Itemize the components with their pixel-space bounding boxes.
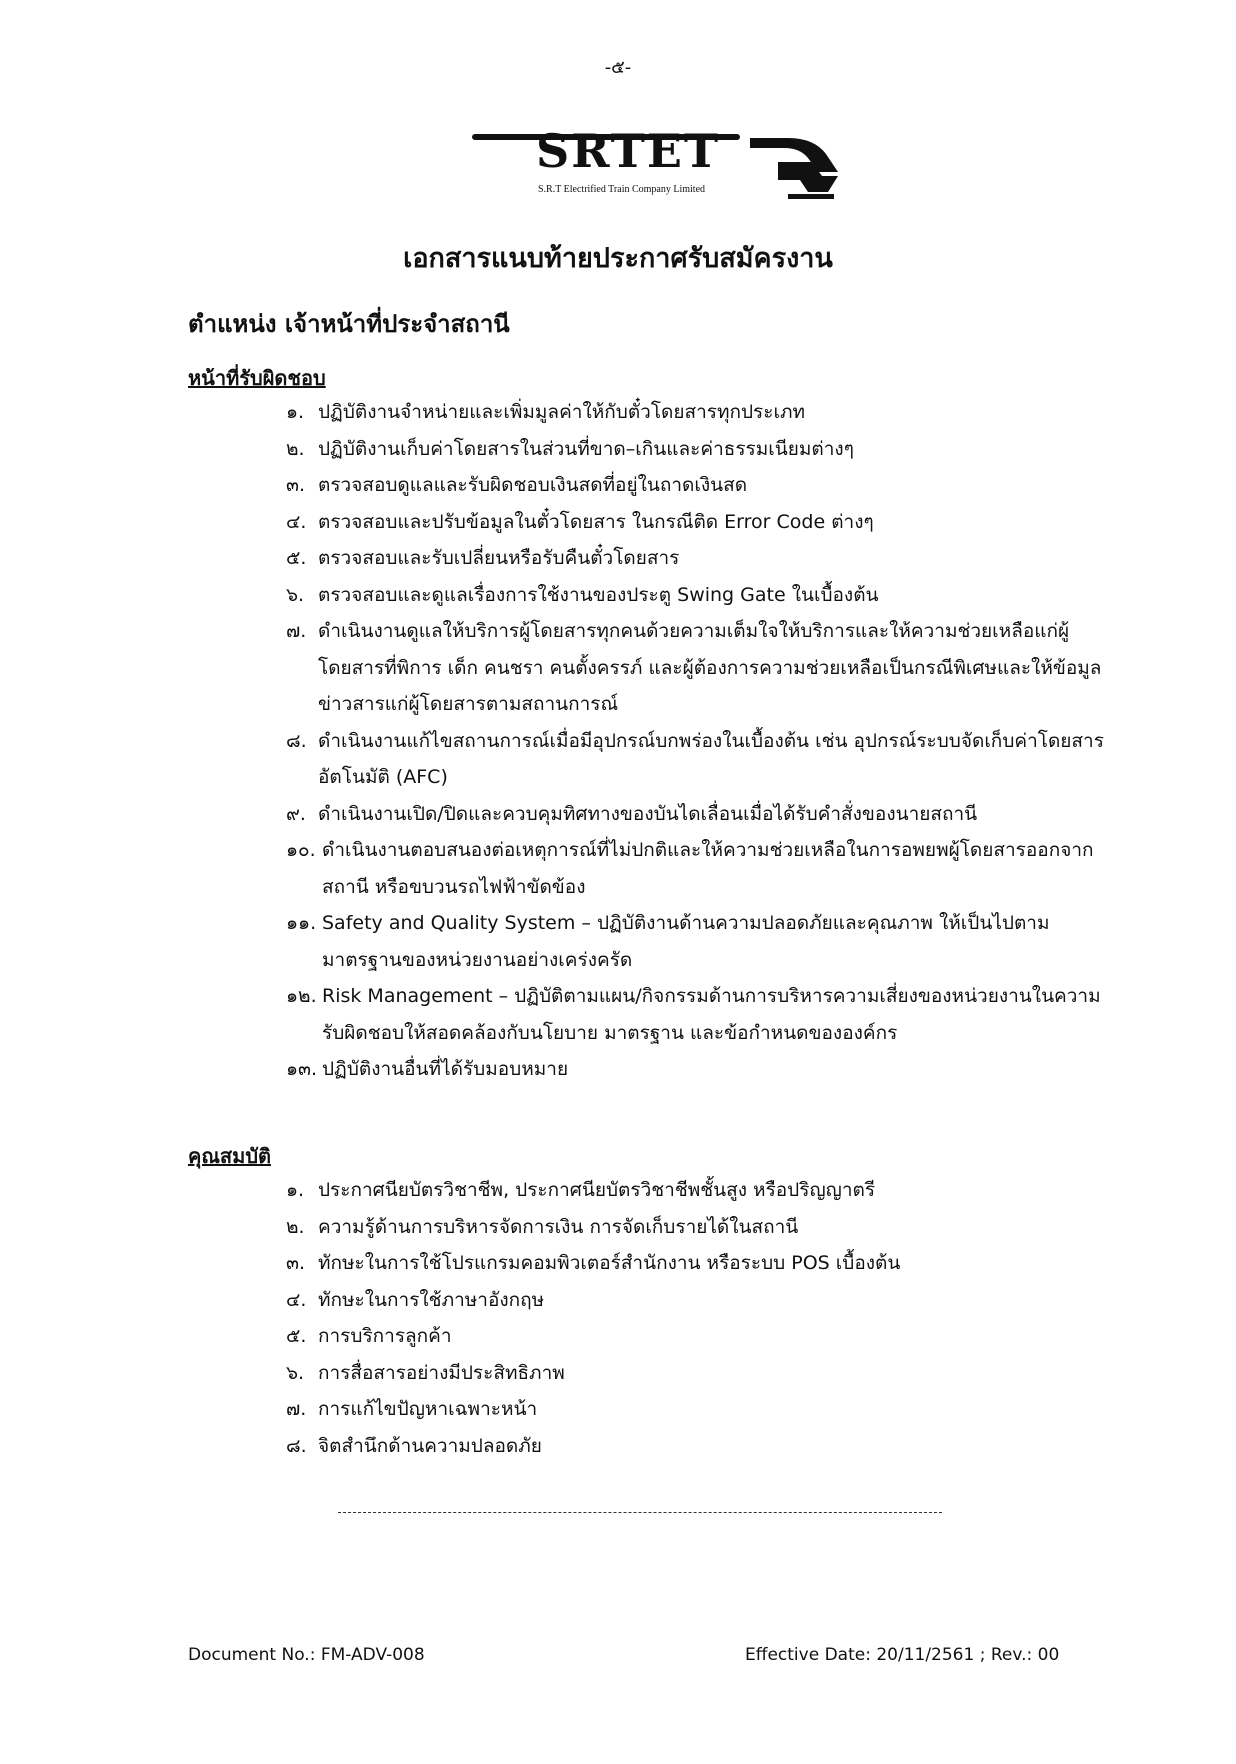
document-number: Document No.: FM-ADV-008 (188, 1645, 425, 1665)
list-item-number: ๑๐. (286, 839, 316, 861)
list-item-number: ๑. (286, 1179, 305, 1201)
list-item-number: ๔. (286, 510, 307, 533)
list-item-number: ๖. (286, 583, 305, 606)
list-item-number: ๘. (286, 729, 307, 752)
list-item (286, 796, 1106, 833)
list-item-number: ๔. (286, 1288, 307, 1311)
end-divider (338, 1512, 942, 1513)
list-item (286, 1282, 1106, 1319)
list-item-text: ปฏิบัติงานเก็บค่าโดยสารในส่วนที่ขาด–เกินและค่าธรรมเนียมต่างๆ (318, 437, 854, 460)
list-item-text: การสื่อสารอย่างมีประสิทธิภาพ (318, 1361, 565, 1384)
list-item-text: ทักษะในการใช้ภาษาอังกฤษ (318, 1288, 545, 1311)
list-item-text: ตรวจสอบดูแลและรับผิดชอบเงินสดที่อยู่ในถาดเงินสด (318, 474, 748, 496)
list-item (286, 1245, 1106, 1282)
list-item (286, 1051, 1106, 1088)
list-item (286, 723, 1106, 796)
list-item (286, 540, 1106, 577)
list-item (286, 978, 1106, 1051)
page-number: -๕- (604, 57, 632, 78)
list-item (286, 504, 1106, 541)
list-item-text: การแก้ไขปัญหาเฉพาะหน้า (318, 1398, 538, 1420)
list-item-text: ดำเนินงานเปิด/ปิดและควบคุมทิศทางของบันไดเลื่อนเมื่อได้รับคำสั่งของนายสถานี (318, 802, 978, 825)
list-item (286, 1355, 1106, 1392)
qualifications-heading: คุณสมบัติ (188, 1144, 272, 1168)
list-item-text: ทักษะในการใช้โปรแกรมคอมพิวเตอร์สำนักงาน หรือระบบ POS เบื้องต้น (318, 1252, 901, 1274)
list-item-number: ๑๓. (286, 1058, 318, 1080)
list-item-text: ตรวจสอบและรับเปลี่ยนหรือรับคืนตั๋วโดยสาร (318, 547, 680, 569)
list-item (286, 1209, 1106, 1246)
list-item (286, 577, 1106, 614)
document-title: เอกสารแนบท้ายประกาศรับสมัครงาน (403, 243, 833, 274)
list-item (286, 1318, 1106, 1355)
list-item (286, 905, 1106, 978)
list-item (286, 832, 1106, 905)
company-logo (466, 124, 838, 208)
qualifications-list (286, 1172, 1106, 1464)
logo-subtitle: S.R.T Electrified Train Company Limited (538, 184, 706, 195)
list-item (286, 1391, 1106, 1428)
list-item (286, 431, 1106, 468)
list-item-text: ปฏิบัติงานจำหน่ายและเพิ่มมูลค่าให้กับตั๋วโดยสารทุกประเภท (318, 401, 806, 423)
list-item (286, 467, 1106, 504)
list-item-number: ๗. (286, 620, 307, 642)
list-item (286, 1428, 1106, 1465)
list-item-text: จิตสำนึกด้านความปลอดภัย (318, 1434, 542, 1457)
list-item-text: ตรวจสอบและดูแลเรื่องการใช้งานของประตู Swing Gate ในเบื้องต้น (318, 583, 879, 606)
position-title: ตำแหน่ง เจ้าหน้าที่ประจำสถานี (188, 310, 510, 338)
logo-wordmark: SRTET (536, 124, 721, 178)
list-item-number: ๑๑. (286, 912, 317, 934)
list-item-number: ๙. (286, 802, 306, 825)
list-item-text: ดำเนินงานแก้ไขสถานการณ์เมื่อมีอุปกรณ์บกพร่องในเบื้องต้น เช่น อุปกรณ์ระบบจัดเก็บค่าโดยสารอัตโนมัติ (AFC) (318, 729, 1104, 788)
list-item-text: Risk Management – ปฏิบัติตามแผน/กิจกรรมด้านการบริหารความเสี่ยงของหน่วยงานในความรับผิดชอบให้สอดคล้องกับนโยบาย มาตรฐาน และข้อกำหนดขององค์กร (322, 985, 1101, 1044)
duties-list (286, 394, 1106, 1088)
list-item-text: Safety and Quality System – ปฏิบัติงานด้านความปลอดภัยและคุณภาพ ให้เป็นไปตามมาตรฐานของหน่วยงานอย่างเคร่งครัด (322, 912, 1050, 971)
list-item-text: การบริการลูกค้า (318, 1325, 452, 1347)
list-item-text: ดำเนินงานตอบสนองต่อเหตุการณ์ที่ไม่ปกติและให้ความช่วยเหลือในการอพยพผู้โดยสารออกจากสถานี หรือขบวนรถไฟฟ้าขัดข้อง (322, 839, 1094, 898)
effective-date: Effective Date: 20/11/2561 ; Rev.: 00 (745, 1645, 1060, 1665)
list-item (286, 1172, 1106, 1209)
list-item-text: ปฏิบัติงานอื่นที่ได้รับมอบหมาย (322, 1058, 569, 1080)
list-item-number: ๒. (286, 1215, 305, 1238)
list-item-number: ๑๒. (286, 985, 317, 1007)
list-item-number: ๕. (286, 547, 307, 569)
list-item-number: ๖. (286, 1361, 305, 1384)
list-item-text: ตรวจสอบและปรับข้อมูลในตั๋วโดยสาร ในกรณีติด Error Code ต่างๆ (318, 510, 874, 533)
list-item-number: ๓. (286, 474, 306, 496)
list-item-text: ความรู้ด้านการบริหารจัดการเงิน การจัดเก็บรายได้ในสถานี (318, 1215, 799, 1238)
duties-heading: หน้าที่รับผิดชอบ (188, 366, 326, 390)
list-item-number: ๕. (286, 1325, 307, 1347)
list-item-number: ๘. (286, 1434, 307, 1457)
list-item-text: ดำเนินงานดูแลให้บริการผู้โดยสารทุกคนด้วยความเต็มใจให้บริการและให้ความช่วยเหลือแก่ผู้โดยสารที่พิการ เด็ก คนชรา คนตั้งครรภ์ และผู้ต้องการความช่วยเหลือเป็นกรณีพิเศษและให้ข้อมูลข่าวสารแก่ผู้โดยสารตามสถานการณ์ (318, 620, 1102, 715)
list-item-number: ๑. (286, 401, 305, 423)
list-item-number: ๓. (286, 1252, 306, 1274)
list-item (286, 613, 1106, 723)
list-item-number: ๗. (286, 1398, 307, 1420)
list-item-text: ประกาศนียบัตรวิชาชีพ, ประกาศนียบัตรวิชาชีพชั้นสูง หรือปริญญาตรี (318, 1179, 876, 1201)
train-emblem-icon (748, 132, 840, 200)
list-item (286, 394, 1106, 431)
list-item-number: ๒. (286, 437, 305, 460)
